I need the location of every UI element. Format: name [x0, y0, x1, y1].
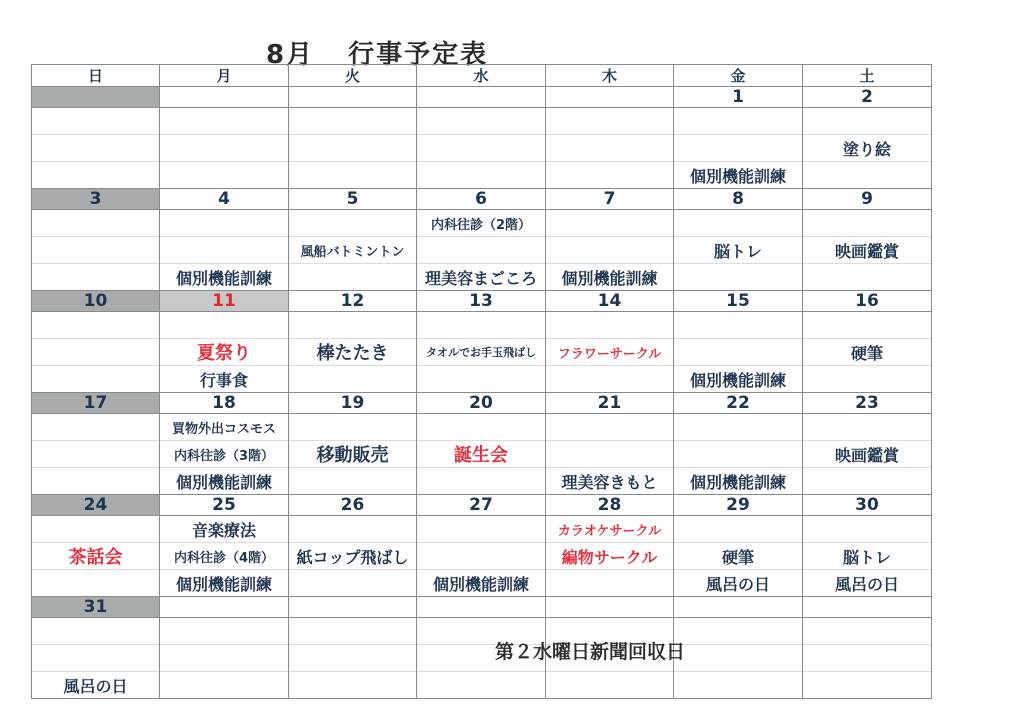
day-events-cell	[32, 108, 160, 189]
event-slot	[803, 468, 931, 494]
event-slot	[32, 468, 159, 494]
date-cell: 21	[546, 393, 674, 414]
events-row	[32, 516, 932, 597]
day-events-cell	[546, 108, 674, 189]
day-events-cell	[803, 312, 932, 393]
date-cell	[546, 87, 674, 108]
event-slot	[674, 645, 802, 672]
date-cell	[674, 597, 803, 618]
event-slot	[160, 108, 288, 135]
event-slot: 個別機能訓練	[561, 268, 658, 288]
weekday-thu: 木	[546, 65, 674, 87]
events-row	[32, 618, 932, 699]
day-events-cell	[674, 516, 803, 597]
event-slot	[417, 108, 545, 135]
event-slot: 風船バトミントン	[289, 237, 416, 264]
event-slot	[803, 516, 931, 543]
day-events-cell	[674, 108, 803, 189]
event-slot	[803, 162, 931, 188]
event-slot	[546, 237, 673, 264]
event-slot	[32, 135, 159, 162]
event-slot	[32, 108, 159, 135]
date-cell: 6	[417, 189, 546, 210]
event-slot	[546, 108, 673, 135]
event-slot	[160, 162, 288, 188]
event-slot	[417, 543, 545, 570]
event-slot	[417, 414, 545, 441]
date-cell: 16	[803, 291, 932, 312]
event-slot	[674, 264, 802, 290]
date-cell	[160, 87, 289, 108]
event-slot	[803, 210, 931, 237]
day-events-cell	[803, 414, 932, 495]
date-cell: 28	[546, 495, 674, 516]
date-cell: 1	[674, 87, 803, 108]
event-slot	[289, 210, 416, 237]
event-slot	[674, 441, 802, 468]
event-slot	[32, 210, 159, 237]
event-slot	[160, 672, 288, 698]
event-slot	[32, 618, 159, 645]
day-events-cell	[674, 210, 803, 291]
day-events-cell	[546, 414, 674, 495]
event-slot	[417, 672, 545, 698]
event-slot: 夏祭り	[160, 339, 288, 366]
date-cell: 13	[417, 291, 546, 312]
event-slot	[289, 108, 416, 135]
date-cell: 26	[289, 495, 417, 516]
event-slot: 映画鑑賞	[803, 237, 931, 264]
day-events-cell	[417, 414, 546, 495]
event-slot	[160, 237, 288, 264]
event-slot: 脳トレ	[674, 237, 802, 264]
date-cell: 9	[803, 189, 932, 210]
event-slot: タオルでお手玉飛ばし	[417, 339, 545, 366]
event-slot	[546, 162, 673, 188]
date-cell: 10	[32, 291, 160, 312]
event-slot	[803, 108, 931, 135]
day-events-cell	[803, 108, 932, 189]
events-row	[32, 210, 932, 291]
day-events-cell	[289, 210, 417, 291]
day-events-cell	[32, 414, 160, 495]
day-events-cell	[417, 108, 546, 189]
date-cell	[417, 597, 546, 618]
date-row	[32, 291, 932, 312]
day-events-cell	[803, 516, 932, 597]
event-slot	[160, 312, 288, 339]
date-cell	[417, 87, 546, 108]
event-slot: 硬筆	[674, 543, 802, 570]
event-slot: 茶話会	[32, 543, 159, 570]
day-events-cell	[289, 414, 417, 495]
date-cell	[32, 87, 160, 108]
date-cell: 12	[289, 291, 417, 312]
event-slot	[803, 312, 931, 339]
day-events-cell	[674, 618, 803, 699]
event-slot: フラワーサークル	[546, 339, 673, 366]
date-cell: 15	[674, 291, 803, 312]
event-slot	[803, 618, 931, 645]
day-events-cell	[160, 414, 289, 495]
event-slot: 風呂の日	[63, 676, 128, 696]
date-cell: 17	[32, 393, 160, 414]
day-events-cell	[160, 516, 289, 597]
event-slot	[674, 210, 802, 237]
day-events-cell	[160, 312, 289, 393]
event-slot	[160, 210, 288, 237]
day-events-cell	[803, 210, 932, 291]
event-slot	[289, 366, 416, 392]
date-cell: 23	[803, 393, 932, 414]
day-events-cell	[32, 210, 160, 291]
weekday-sun: 日	[32, 65, 160, 87]
event-slot: 個別機能訓練	[689, 370, 786, 390]
event-slot: 脳トレ	[803, 543, 931, 570]
event-slot	[289, 672, 416, 698]
event-slot	[160, 135, 288, 162]
event-slot: 風呂の日	[834, 574, 899, 594]
event-slot	[32, 264, 159, 290]
calendar-body	[32, 87, 932, 699]
day-events-cell	[417, 210, 546, 291]
events-row	[32, 312, 932, 393]
event-slot	[289, 414, 416, 441]
event-slot	[289, 618, 416, 645]
date-cell: 20	[417, 393, 546, 414]
date-row	[32, 495, 932, 516]
title-label: 行事予定表	[348, 40, 489, 70]
date-row	[32, 597, 932, 618]
date-cell: 5	[289, 189, 417, 210]
event-slot	[674, 108, 802, 135]
event-slot: 個別機能訓練	[432, 574, 529, 594]
day-events-cell	[674, 312, 803, 393]
date-cell: 27	[417, 495, 546, 516]
date-cell: 19	[289, 393, 417, 414]
date-cell: 25	[160, 495, 289, 516]
event-slot	[289, 516, 416, 543]
event-slot: 内科往診（4階）	[160, 543, 288, 570]
event-slot	[674, 618, 802, 645]
date-row	[32, 393, 932, 414]
day-events-cell	[546, 312, 674, 393]
event-slot: 内科往診（2階）	[417, 210, 545, 237]
date-cell: 2	[803, 87, 932, 108]
event-slot: 理美容きもと	[561, 472, 658, 492]
event-slot	[417, 516, 545, 543]
event-slot	[674, 135, 802, 162]
event-slot	[417, 237, 545, 264]
event-slot: 編物サークル	[546, 543, 673, 570]
event-slot	[160, 645, 288, 672]
event-slot: 内科往診（3階）	[160, 441, 288, 468]
weekday-sat: 土	[803, 65, 932, 87]
day-events-cell	[32, 312, 160, 393]
weekday-wed: 水	[417, 65, 546, 87]
event-slot	[803, 645, 931, 672]
event-slot: 個別機能訓練	[689, 472, 786, 492]
event-slot	[289, 645, 416, 672]
day-events-cell	[160, 210, 289, 291]
event-slot: 紙コップ飛ばし	[289, 543, 416, 570]
date-row	[32, 87, 932, 108]
event-slot	[546, 441, 673, 468]
date-cell	[546, 597, 674, 618]
day-events-cell	[160, 618, 289, 699]
event-slot	[546, 672, 673, 698]
event-slot: 個別機能訓練	[175, 574, 272, 594]
event-slot	[417, 468, 545, 494]
date-cell: 31	[32, 597, 160, 618]
day-events-cell	[803, 618, 932, 699]
event-slot	[417, 135, 545, 162]
calendar-table	[31, 64, 932, 699]
event-slot	[160, 618, 288, 645]
date-cell	[289, 597, 417, 618]
weekday-header-row	[32, 65, 932, 87]
date-cell	[289, 87, 417, 108]
event-slot	[32, 645, 159, 672]
event-slot	[289, 264, 416, 290]
date-cell	[803, 597, 932, 618]
event-slot: 移動販売	[289, 441, 416, 468]
event-slot	[32, 162, 159, 188]
event-slot	[546, 414, 673, 441]
event-slot	[32, 516, 159, 543]
event-slot	[289, 468, 416, 494]
event-slot	[32, 339, 159, 366]
day-events-cell	[417, 312, 546, 393]
event-slot	[546, 570, 673, 596]
event-slot	[32, 414, 159, 441]
date-cell: 7	[546, 189, 674, 210]
day-events-cell	[289, 312, 417, 393]
day-events-cell	[289, 618, 417, 699]
event-slot	[32, 441, 159, 468]
event-slot	[289, 570, 416, 596]
event-slot: 音楽療法	[160, 516, 288, 543]
event-slot	[289, 135, 416, 162]
event-slot: 個別機能訓練	[175, 268, 272, 288]
event-slot: カラオケサークル	[546, 516, 673, 543]
event-slot	[417, 312, 545, 339]
event-slot	[674, 339, 802, 366]
event-slot	[546, 312, 673, 339]
events-row	[32, 108, 932, 189]
event-slot	[803, 366, 931, 392]
date-cell: 22	[674, 393, 803, 414]
date-cell: 29	[674, 495, 803, 516]
event-slot: 買物外出コスモス	[160, 414, 288, 441]
event-slot	[417, 162, 545, 188]
event-slot	[803, 672, 931, 698]
weekday-fri: 金	[674, 65, 803, 87]
event-slot	[417, 366, 545, 392]
event-slot	[674, 672, 802, 698]
day-events-cell	[417, 516, 546, 597]
event-slot: 個別機能訓練	[689, 166, 786, 186]
event-slot	[674, 312, 802, 339]
day-events-cell	[546, 210, 674, 291]
date-row	[32, 189, 932, 210]
weekday-mon: 月	[160, 65, 289, 87]
date-cell	[160, 597, 289, 618]
event-slot	[32, 366, 159, 392]
event-slot: 個別機能訓練	[175, 472, 272, 492]
date-cell: 4	[160, 189, 289, 210]
date-cell: 30	[803, 495, 932, 516]
event-slot: 行事食	[199, 370, 248, 390]
event-slot	[289, 162, 416, 188]
event-slot	[32, 570, 159, 596]
event-slot: 風呂の日	[705, 574, 770, 594]
day-events-cell	[674, 414, 803, 495]
date-cell: 3	[32, 189, 160, 210]
event-slot	[546, 210, 673, 237]
date-cell: 18	[160, 393, 289, 414]
event-slot	[546, 135, 673, 162]
event-slot: 塗り絵	[803, 135, 931, 162]
event-slot	[546, 366, 673, 392]
event-slot	[32, 312, 159, 339]
title-month: 8月	[266, 40, 315, 70]
event-slot: 誕生会	[417, 441, 545, 468]
event-slot: 棒たたき	[289, 339, 416, 366]
day-events-cell	[32, 516, 160, 597]
date-cell: 8	[674, 189, 803, 210]
date-cell: 14	[546, 291, 674, 312]
date-cell: 11	[160, 291, 289, 312]
event-slot: 理美容まごころ	[424, 268, 537, 288]
event-slot: 映画鑑賞	[803, 441, 931, 468]
event-slot	[289, 312, 416, 339]
day-events-cell	[289, 516, 417, 597]
day-events-cell	[546, 516, 674, 597]
event-slot	[803, 414, 931, 441]
event-slot	[674, 414, 802, 441]
date-cell: 24	[32, 495, 160, 516]
weekday-tue: 火	[289, 65, 417, 87]
event-slot	[32, 237, 159, 264]
newspaper-collection-note: 第２水曜日新聞回収日	[495, 641, 686, 663]
event-slot	[674, 516, 802, 543]
events-row	[32, 414, 932, 495]
day-events-cell	[160, 108, 289, 189]
event-slot	[803, 264, 931, 290]
day-events-cell	[289, 108, 417, 189]
day-events-cell	[32, 618, 160, 699]
event-slot: 硬筆	[803, 339, 931, 366]
